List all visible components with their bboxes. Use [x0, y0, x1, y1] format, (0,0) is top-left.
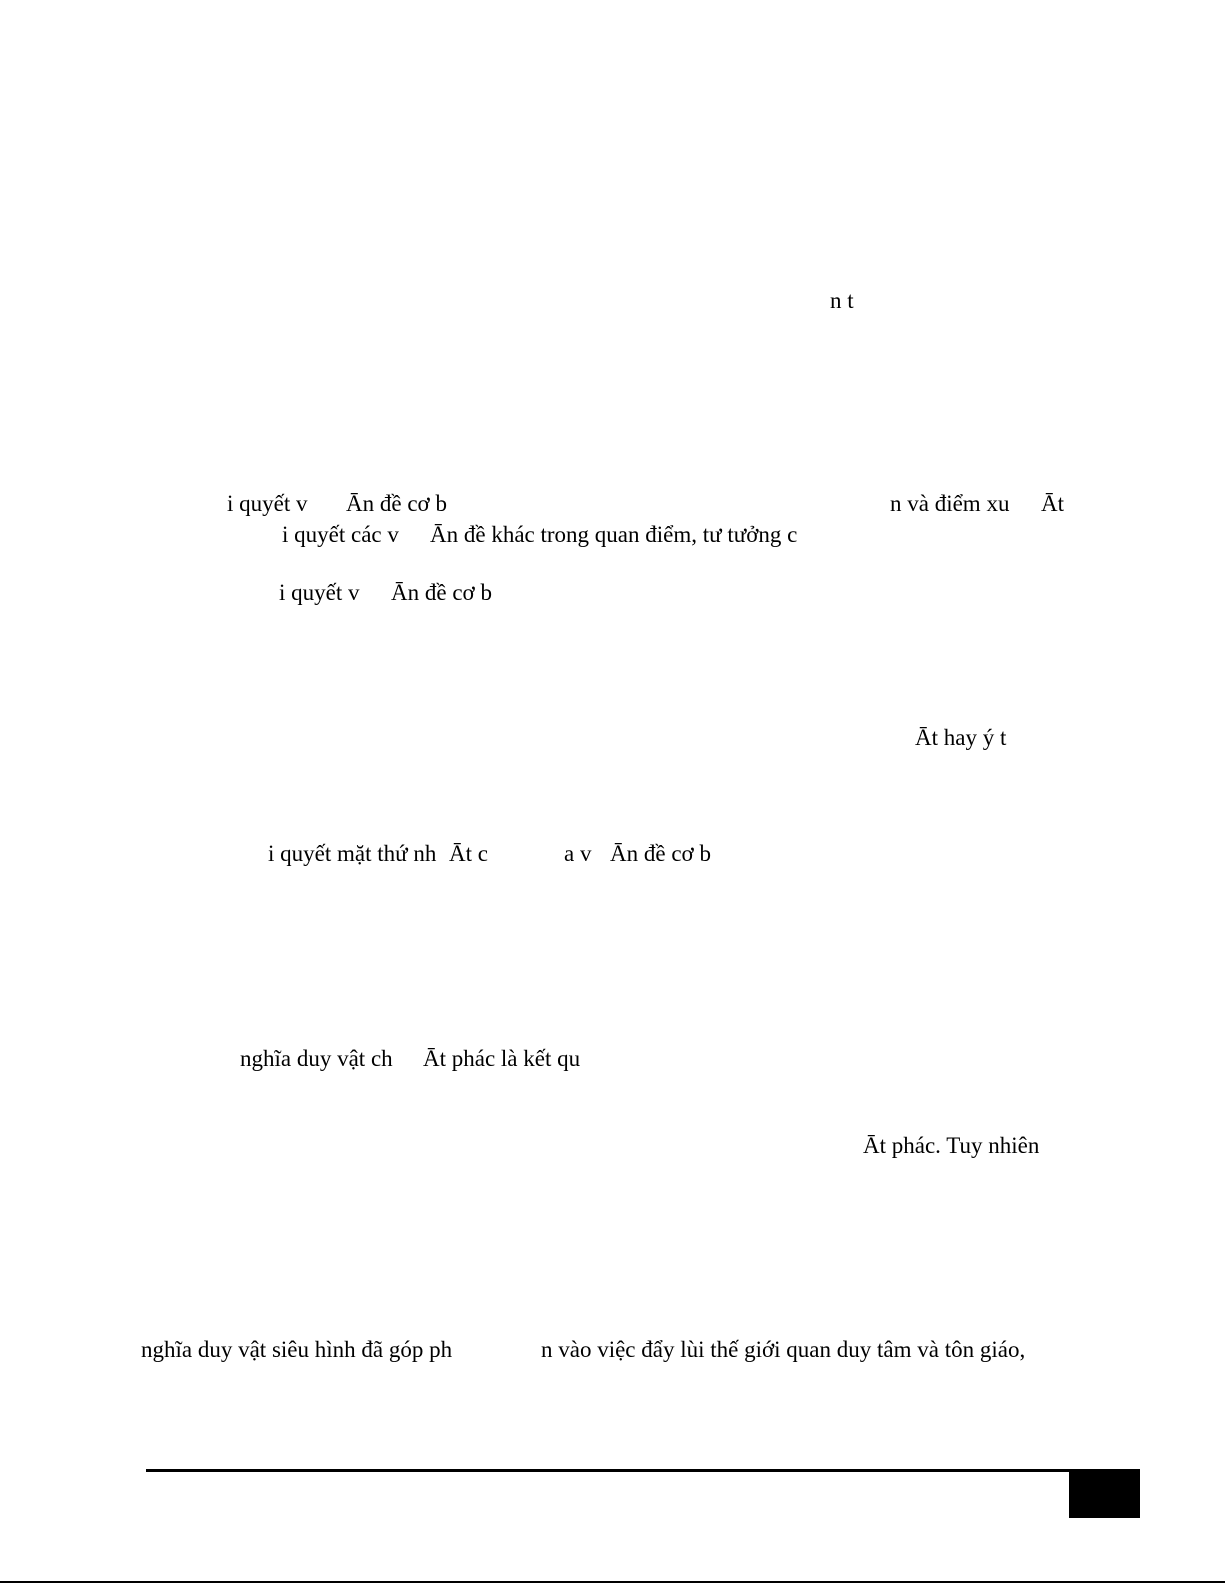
text-fragment: Āt c — [449, 841, 488, 866]
text-fragment: Ān đề cơ b — [346, 491, 447, 516]
text-fragment: a v — [564, 841, 592, 866]
text-fragment: Ān đề cơ b — [610, 841, 711, 866]
footer-rule — [146, 1469, 1140, 1472]
text-fragment: i quyết v — [279, 580, 360, 605]
page-bottom-edge — [0, 1581, 1225, 1583]
text-fragment: n vào việc đẩy lùi thế giới quan duy tâm và tôn giáo, — [541, 1337, 1026, 1362]
text-fragment: nghĩa duy vật ch — [240, 1046, 393, 1071]
text-fragment: Āt hay ý t — [915, 725, 1007, 750]
text-fragment: Āt — [1041, 491, 1064, 516]
text-fragment: nghĩa duy vật siêu hình đã góp ph — [141, 1337, 453, 1362]
text-fragment: i quyết mặt thứ nh — [268, 841, 437, 866]
text-fragment: n t — [830, 288, 854, 313]
text-fragment: i quyết các v — [282, 522, 399, 547]
page-number-box — [1069, 1469, 1140, 1518]
text-fragment: n và điểm xu — [890, 491, 1010, 516]
text-fragment: Āt phác là kết qu — [423, 1046, 581, 1071]
text-fragment: Ān đề cơ b — [391, 580, 492, 605]
text-fragment: Āt phác. Tuy nhiên — [863, 1133, 1040, 1158]
text-fragment: i quyết v — [227, 491, 308, 516]
text-fragment: Ān đề khác trong quan điểm, tư tưởng c — [430, 522, 798, 547]
